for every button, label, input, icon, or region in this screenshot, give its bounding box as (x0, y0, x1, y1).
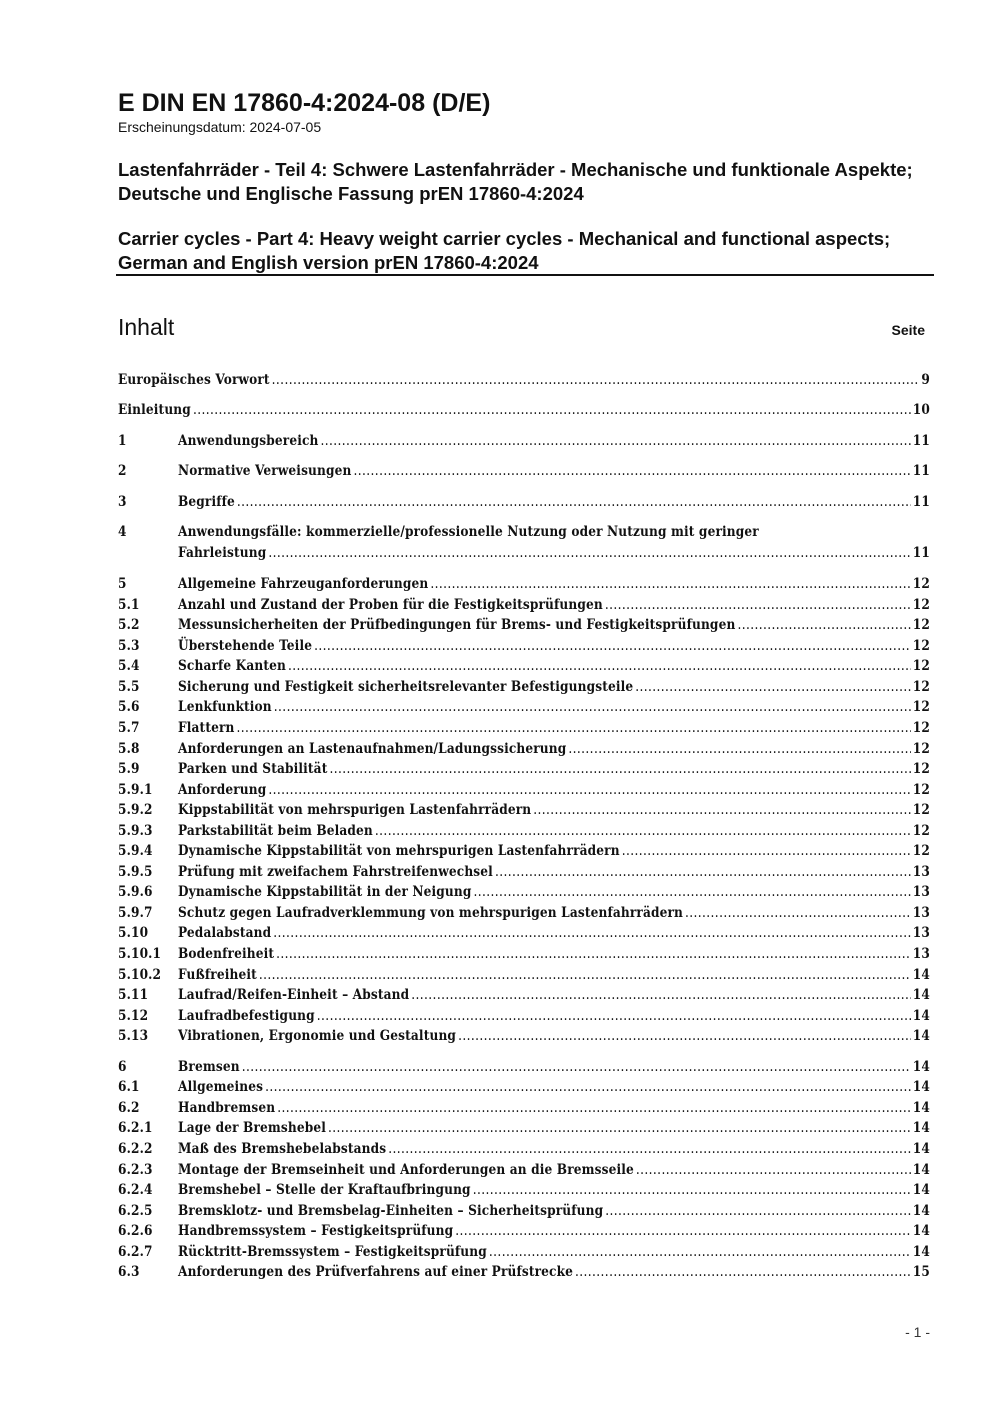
toc-entry[interactable] (118, 905, 930, 926)
toc-entry-number: 5.9.3 (118, 822, 153, 839)
toc-leader-dots (605, 1203, 911, 1219)
toc-entry[interactable] (118, 433, 930, 454)
toc-entry[interactable] (118, 987, 930, 1008)
toc-entry[interactable] (118, 576, 930, 597)
toc-entry-page: 14 (912, 1182, 930, 1199)
toc-leader-dots (268, 545, 910, 561)
toc-entry-title: Laufradbefestigung (178, 1007, 315, 1024)
toc-entry-title: Laufrad/Reifen-Einheit – Abstand (178, 987, 410, 1004)
toc-entry-page: 13 (912, 904, 930, 921)
toc-leader-dots (354, 463, 911, 479)
toc-entry[interactable] (118, 402, 930, 423)
toc-entry-title: Parkstabilität beim Beladen (178, 822, 373, 839)
toc-entry-page: 14 (912, 966, 930, 983)
toc-entry-page: 12 (912, 658, 930, 675)
toc-leader-dots (568, 741, 910, 757)
toc-entry[interactable] (118, 679, 930, 700)
toc-entry-page: 12 (912, 761, 930, 778)
toc-entry[interactable] (118, 823, 930, 844)
toc-entry-title: Begriffe (178, 493, 235, 510)
toc-entry-number: 5.9.6 (118, 884, 153, 901)
toc-entry-title: Bremshebel – Stelle der Kraftaufbringung (178, 1182, 471, 1199)
toc-leader-dots (317, 1008, 911, 1024)
toc-entry-title: Sicherung und Festigkeit sicherheitsrelevanter Befestigungsteile (178, 678, 634, 695)
toc-entry-page: 15 (912, 1264, 930, 1281)
toc-entry-page: 13 (912, 863, 930, 880)
toc-entry-page: 9 (921, 372, 930, 388)
toc-leader-dots (636, 1162, 911, 1178)
toc-entry-title: Maß des Bremshebelabstands (178, 1140, 387, 1157)
toc-leader-dots (575, 1264, 911, 1280)
toc-leader-dots (474, 884, 911, 900)
toc-entry-title: Montage der Bremseinheit und Anforderungen an die Bremsseile (178, 1161, 634, 1178)
toc-leader-dots (242, 1059, 911, 1075)
toc-entry-title: Anforderung (178, 781, 267, 798)
toc-entry[interactable] (118, 524, 930, 566)
toc-leader-dots (272, 372, 920, 388)
toc-entry-page: 11 (912, 463, 930, 480)
toc-entry-page: 11 (912, 432, 930, 449)
toc-entry[interactable] (118, 1141, 930, 1162)
toc-entry-page: 14 (912, 1058, 930, 1075)
toc-entry-number: 4 (118, 524, 127, 541)
toc-entry[interactable] (118, 597, 930, 618)
toc-entry-title: Lenkfunktion (178, 699, 272, 716)
toc-entry-number: 1 (118, 432, 127, 449)
toc-entry-title: Anforderungen des Prüfverfahrens auf einer Prüfstrecke (178, 1264, 574, 1281)
toc-entry-title: Handbremssystem – Festigkeitsprüfung (178, 1223, 454, 1240)
toc-leader-dots (193, 402, 911, 418)
toc-entry[interactable] (118, 1264, 930, 1285)
toc-entry-page: 12 (912, 822, 930, 839)
toc-entry-page: 14 (912, 1161, 930, 1178)
toc-entry-title: Vibrationen, Ergonomie und Gestaltung (178, 1028, 457, 1045)
toc-entry[interactable] (118, 1120, 930, 1141)
toc-entry-title: Einleitung (118, 402, 191, 418)
toc-entry[interactable] (118, 699, 930, 720)
toc-entry[interactable] (118, 761, 930, 782)
toc-entry-page: 12 (912, 576, 930, 593)
toc-entry-page: 14 (912, 1243, 930, 1260)
toc-leader-dots (328, 1120, 911, 1136)
toc-entry-number: 2 (118, 463, 127, 480)
toc-entry-page: 12 (912, 678, 930, 695)
toc-entry-number: 5.9.2 (118, 802, 153, 819)
toc-entry-page: 12 (912, 617, 930, 634)
toc-leader-dots (737, 617, 910, 633)
toc-entry-title: Lage der Bremshebel (178, 1120, 327, 1137)
toc-leader-dots (635, 679, 911, 695)
toc-entry-title: Allgemeine Fahrzeuganforderungen (178, 576, 429, 593)
toc-entry-title-continued: Fahrleistung (178, 545, 267, 562)
toc-leader-dots (375, 823, 911, 839)
toc-entry[interactable] (118, 1059, 930, 1080)
toc-entry-page: 11 (912, 493, 930, 510)
page-column-label: Seite (891, 322, 925, 338)
toc-leader-dots (489, 1244, 911, 1260)
toc-leader-dots (430, 576, 910, 592)
toc-entry-page: 13 (912, 925, 930, 942)
toc-entry-page: 12 (912, 596, 930, 613)
toc-entry[interactable] (118, 864, 930, 885)
toc-entry-number: 5 (118, 576, 127, 593)
toc-entry-title: Anzahl und Zustand der Proben für die Festigkeitsprüfungen (178, 596, 603, 613)
toc-leader-dots (274, 699, 911, 715)
toc-entry[interactable] (118, 720, 930, 741)
toc-entry-number: 6.2.2 (118, 1140, 153, 1157)
toc-entry-title: Scharfe Kanten (178, 658, 286, 675)
toc-entry-number: 6.2.3 (118, 1161, 153, 1178)
toc-entry-page: 10 (912, 402, 930, 418)
toc-entry-number: 5.6 (118, 699, 140, 716)
toc-entry-number: 6.2 (118, 1099, 140, 1116)
table-of-contents (118, 372, 930, 1285)
toc-entry-number: 5.11 (118, 987, 149, 1004)
toc-entry-page: 11 (912, 545, 930, 562)
toc-entry-number: 5.13 (118, 1028, 149, 1045)
toc-leader-dots (276, 946, 911, 962)
toc-entry-title: Bremsklotz- und Bremsbelag-Einheiten – Sicherheitsprüfung (178, 1202, 604, 1219)
toc-entry-number: 6.2.4 (118, 1182, 153, 1199)
toc-entry[interactable] (118, 884, 930, 905)
toc-entry[interactable] (118, 1203, 930, 1224)
toc-entry-title: Dynamische Kippstabilität in der Neigung (178, 884, 472, 901)
toc-entry-page: 14 (912, 1120, 930, 1137)
toc-entry-number: 6.2.6 (118, 1223, 153, 1240)
toc-entry-number: 6.3 (118, 1264, 140, 1281)
toc-entry[interactable] (118, 782, 930, 803)
toc-entry-number: 5.9.1 (118, 781, 153, 798)
toc-leader-dots (411, 987, 911, 1003)
toc-entry-page: 14 (912, 1202, 930, 1219)
toc-entry-title: Anwendungsbereich (178, 432, 319, 449)
toc-entry[interactable] (118, 638, 930, 659)
toc-entry[interactable] (118, 967, 930, 988)
toc-entry-title: Dynamische Kippstabilität von mehrspurigen Lastenfahrrädern (178, 843, 620, 860)
toc-leader-dots (329, 761, 910, 777)
toc-leader-dots (605, 597, 911, 613)
toc-entry-page: 12 (912, 699, 930, 716)
toc-entry-title: Parken und Stabilität (178, 761, 328, 778)
toc-entry[interactable] (118, 1079, 930, 1100)
toc-entry[interactable] (118, 1162, 930, 1183)
toc-entry-page: 12 (912, 802, 930, 819)
toc-entry-title: Kippstabilität von mehrspurigen Lastenfahrrädern (178, 802, 532, 819)
toc-entry-number: 5.1 (118, 596, 140, 613)
toc-entry-number: 6.1 (118, 1079, 140, 1096)
toc-entry[interactable] (118, 1182, 930, 1203)
toc-entry-title: Prüfung mit zweifachem Fahrstreifenwechsel (178, 863, 493, 880)
toc-entry-title: Allgemeines (178, 1079, 264, 1096)
toc-entry-page: 13 (912, 946, 930, 963)
toc-entry-title: Fußfreiheit (178, 966, 257, 983)
toc-entry[interactable] (118, 1008, 930, 1029)
toc-entry-page: 12 (912, 720, 930, 737)
toc-entry-title: Pedalabstand (178, 925, 272, 942)
toc-entry[interactable] (118, 617, 930, 638)
toc-leader-dots (265, 1079, 911, 1095)
toc-entry-number: 5.9.5 (118, 863, 153, 880)
toc-entry-number: 5.5 (118, 678, 140, 695)
toc-entry[interactable] (118, 802, 930, 823)
toc-entry-page: 12 (912, 637, 930, 654)
toc-entry[interactable] (118, 741, 930, 762)
toc-entry-page: 14 (912, 1223, 930, 1240)
title-german: Lastenfahrräder - Teil 4: Schwere Lastenfahrräder - Mechanische und funktionale Aspekte; Deutsche und Englische Fassung prEN 17860-4:2024 (118, 159, 913, 204)
toc-entry-number: 6.2.5 (118, 1202, 153, 1219)
toc-entry-page: 14 (912, 1007, 930, 1024)
toc-entry-number: 6.2.7 (118, 1243, 153, 1260)
toc-entry-title: Anforderungen an Lastenaufnahmen/Ladungssicherung (178, 740, 567, 757)
toc-entry-number: 5.10.2 (118, 966, 162, 983)
toc-leader-dots (455, 1223, 911, 1239)
toc-entry-title: Schutz gegen Laufradverklemmung von mehrspurigen Lastenfahrrädern (178, 904, 684, 921)
toc-entry-title: Anwendungsfälle: kommerzielle/professionelle Nutzung oder Nutzung mit geringer (178, 524, 759, 541)
toc-entry-title: Flattern (178, 720, 235, 737)
toc-entry-number: 5.4 (118, 658, 140, 675)
toc-entry-page: 12 (912, 740, 930, 757)
toc-entry-number: 6.2.1 (118, 1120, 153, 1137)
toc-entry-page: 14 (912, 987, 930, 1004)
toc-entry[interactable] (118, 946, 930, 967)
toc-entry-number: 5.3 (118, 637, 140, 654)
toc-entry-number: 5.9 (118, 761, 140, 778)
toc-leader-dots (473, 1182, 911, 1198)
publication-date: Erscheinungsdatum: 2024-07-05 (118, 119, 322, 135)
toc-entry-number: 5.12 (118, 1007, 149, 1024)
toc-entry[interactable] (118, 372, 930, 392)
toc-leader-dots (622, 843, 911, 859)
toc-entry-title: Europäisches Vorwort (118, 372, 270, 388)
toc-entry-page: 14 (912, 1140, 930, 1157)
title-english: Carrier cycles - Part 4: Heavy weight carrier cycles - Mechanical and functional aspects; German and English version prEN 17860-4:2024 (118, 228, 891, 273)
toc-entry-page: 12 (912, 781, 930, 798)
toc-entry-page: 13 (912, 884, 930, 901)
toc-entry[interactable] (118, 843, 930, 864)
toc-entry-number: 5.10 (118, 925, 149, 942)
toc-entry-number: 5.2 (118, 617, 140, 634)
toc-entry-page: 14 (912, 1079, 930, 1096)
toc-entry[interactable] (118, 1028, 930, 1049)
toc-entry[interactable] (118, 925, 930, 946)
toc-entry[interactable] (118, 658, 930, 679)
toc-leader-dots (458, 1028, 911, 1044)
header-divider (116, 274, 934, 276)
contents-heading: Inhalt (118, 314, 175, 340)
toc-entry-number: 5.7 (118, 720, 140, 737)
toc-entry-page: 14 (912, 1099, 930, 1116)
document-id: E DIN EN 17860-4:2024-08 (D/E) (118, 89, 491, 117)
toc-entry-title: Bremsen (178, 1058, 240, 1075)
toc-leader-dots (237, 494, 911, 510)
toc-leader-dots (277, 1100, 911, 1116)
toc-entry-number: 3 (118, 493, 127, 510)
toc-leader-dots (288, 658, 911, 674)
toc-leader-dots (259, 967, 911, 983)
toc-entry-number: 5.8 (118, 740, 140, 757)
toc-entry-title: Messunsicherheiten der Prüfbedingungen für Brems- und Festigkeitsprüfungen (178, 617, 736, 634)
toc-entry-number: 5.9.7 (118, 904, 153, 921)
toc-leader-dots (273, 925, 911, 941)
toc-leader-dots (495, 864, 911, 880)
toc-entry-page: 14 (912, 1028, 930, 1045)
toc-entry-number: 5.9.4 (118, 843, 153, 860)
toc-leader-dots (314, 638, 911, 654)
toc-entry-number: 5.10.1 (118, 946, 162, 963)
toc-leader-dots (388, 1141, 911, 1157)
toc-entry[interactable] (118, 1244, 930, 1265)
toc-entry-title: Bodenfreiheit (178, 946, 275, 963)
toc-entry-title: Handbremsen (178, 1099, 276, 1116)
document-header (118, 88, 934, 275)
toc-entry-title: Rücktritt-Bremssystem – Festigkeitsprüfung (178, 1243, 487, 1260)
toc-entry[interactable] (118, 494, 930, 515)
toc-entry-number: 6 (118, 1058, 127, 1075)
toc-entry-title: Überstehende Teile (178, 637, 313, 654)
toc-leader-dots (685, 905, 911, 921)
toc-leader-dots (533, 802, 911, 818)
toc-entry[interactable] (118, 1100, 930, 1121)
toc-entry-title: Normative Verweisungen (178, 463, 352, 480)
toc-entry-page: 12 (912, 843, 930, 860)
toc-leader-dots (237, 720, 911, 736)
toc-leader-dots (268, 782, 910, 798)
toc-leader-dots (321, 433, 911, 449)
page-number: - 1 - (905, 1324, 930, 1340)
toc-entry[interactable] (118, 1223, 930, 1244)
toc-entry[interactable] (118, 463, 930, 484)
